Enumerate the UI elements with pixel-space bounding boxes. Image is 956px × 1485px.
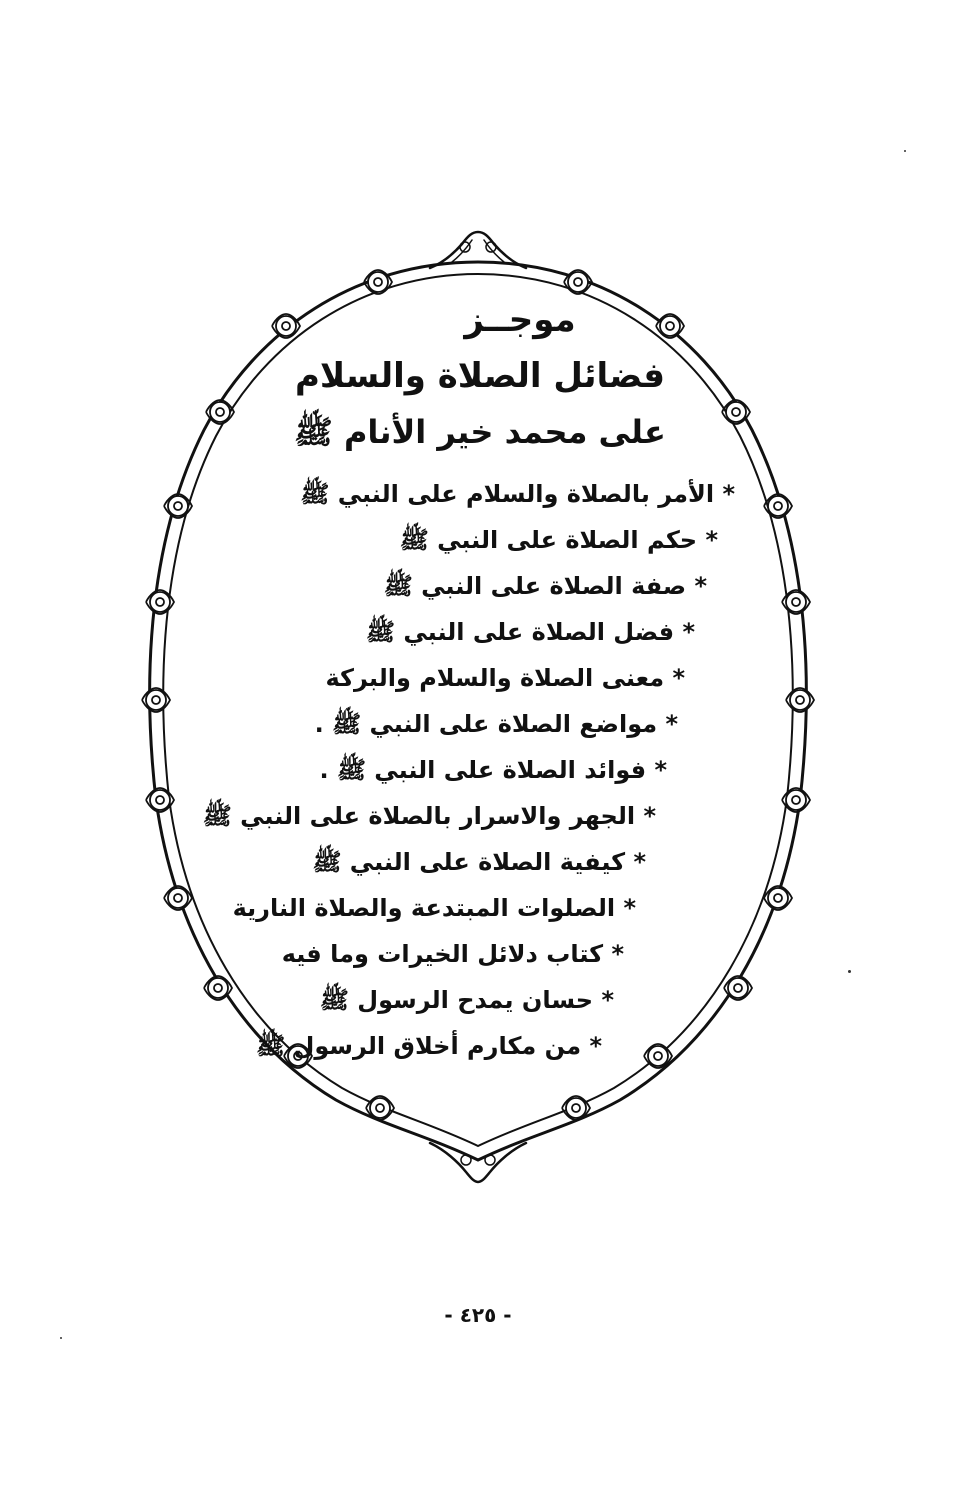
ornament-knot bbox=[786, 688, 814, 712]
scan-speck bbox=[60, 1337, 62, 1339]
list-item: * حكم الصلاة على النبي ﷺ bbox=[399, 526, 718, 554]
list-item: * فضل الصلاة على النبي ﷺ bbox=[366, 618, 695, 646]
list-item: * فوائد الصلاة على النبي ﷺ . bbox=[319, 756, 667, 784]
ornament-knot bbox=[764, 886, 792, 910]
bottom-crest bbox=[430, 1143, 526, 1182]
title-main: فضائل الصلاة والسلام bbox=[294, 356, 665, 396]
ornament-knot bbox=[142, 688, 170, 712]
list-item: * حسان يمدح الرسول ﷺ bbox=[319, 986, 614, 1014]
list-item: * كيفية الصلاة على النبي ﷺ bbox=[312, 848, 646, 876]
title-block bbox=[240, 292, 720, 460]
ornament-knot bbox=[764, 494, 792, 518]
list-item: * معنى الصلاة والسلام والبركة bbox=[325, 664, 685, 692]
ornament-knot bbox=[164, 886, 192, 910]
title-sub: على محمد خير الأنام ﷺ bbox=[294, 413, 666, 451]
ornament-knot bbox=[164, 494, 192, 518]
scan-speck bbox=[848, 970, 851, 973]
list-item: * من مكارم أخلاق الرسول ﷺ bbox=[256, 1032, 602, 1060]
top-crest-inner bbox=[452, 240, 504, 262]
list-item: * كتاب دلائل الخيرات وما فيه bbox=[281, 940, 624, 968]
list-item: * الأمر بالصلاة والسلام على النبي ﷺ bbox=[300, 480, 735, 508]
page-number: - ٤٢٥ - bbox=[444, 1303, 512, 1327]
list-item: * الصلوات المبتدعة والصلاة النارية bbox=[232, 894, 636, 922]
scan-speck bbox=[904, 150, 906, 152]
title-summary: موجــز bbox=[464, 300, 576, 340]
list-item: * الجهر والاسرار بالصلاة على النبي ﷺ bbox=[202, 802, 656, 830]
list-item: * مواضع الصلاة على النبي ﷺ . bbox=[314, 710, 678, 738]
list-item: * صفة الصلاة على النبي ﷺ bbox=[383, 572, 707, 600]
